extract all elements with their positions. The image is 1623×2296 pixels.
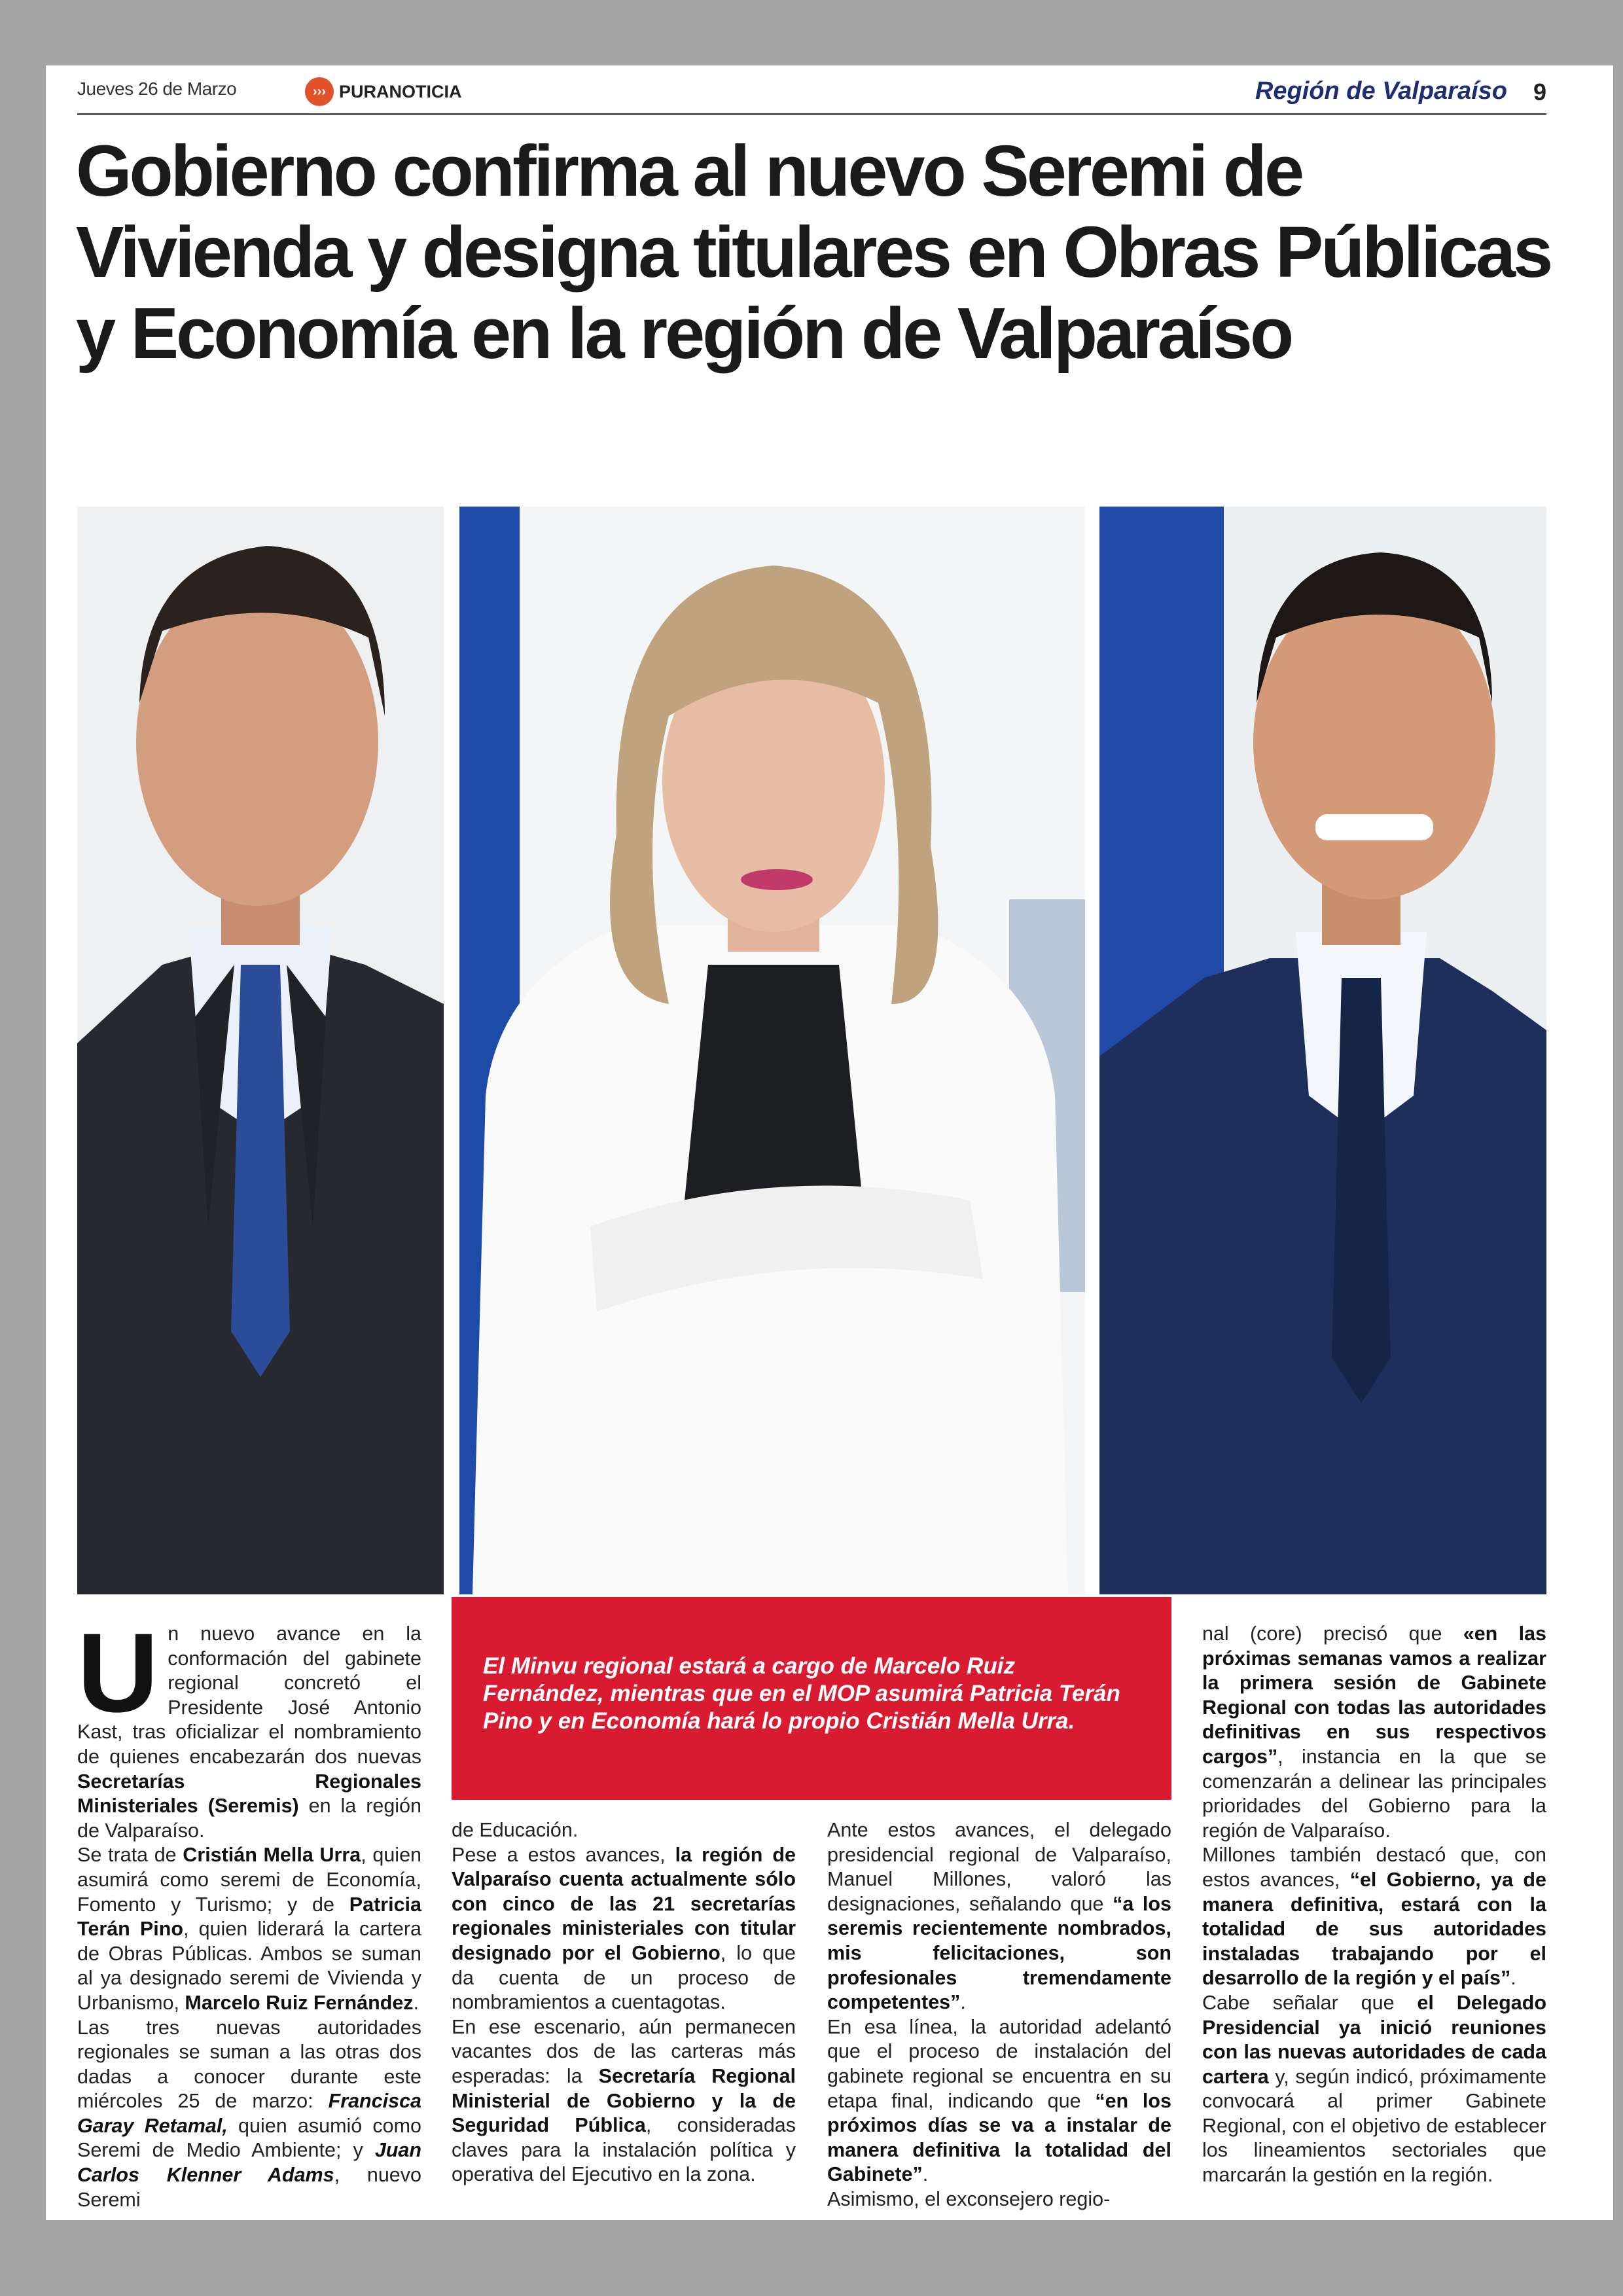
paragraph: Millones también destacó que, con estos avances, “el Gobierno, ya de manera definitiva, estará con la totalidad de sus autoridades instaladas trabajando por el desarrollo de la región y el país”. (1202, 1844, 1547, 1990)
paragraph: Las tres nuevas autoridades regionales se suman a las otras dos dadas a conocer durante este miércoles 25 de marzo: Francisca Garay Retamal, quien asumió como Seremi de Medio Ambiente; y Juan Carlos Klenner Adams, nuevo Seremi (77, 2016, 422, 2211)
photo-seremi-right (1099, 507, 1546, 1594)
header-divider (77, 113, 1546, 115)
issue-date: Jueves 26 de Marzo (77, 79, 237, 99)
photo-seremi-center (459, 507, 1085, 1594)
puranoticia-logo (305, 77, 462, 106)
article-column-1 (77, 1610, 422, 2212)
logo-arrows-icon: ››› (305, 77, 334, 106)
paragraph: En ese escenario, aún permanecen vacantes dos de las carteras más esperadas: la Secretaría Regional Ministerial de Gobierno y la de Seguridad Pública, consideradas claves para la instalación política y operativa del Ejecutivo en la zona. (452, 2015, 796, 2186)
paragraph: Cabe señalar que el Delegado Presidencial ya inició reuniones con las nuevas autoridades de cada cartera y, según indicó, próximamente convocará al primer Gabinete Regional, con el objetivo de establecer los lineamientos sectoriales que marcarán la gestión en la región. (1202, 1991, 1546, 2187)
page-number: 9 (1533, 79, 1546, 105)
paragraph: nal (core) precisó que «en las próximas semanas vamos a realizar la primera sesión de Gabinete Regional con todas las autoridades definitivas en sus respectivos cargos”, instancia en la que se comenzarán a delinear las principales prioridades del Gobierno para la región de Valparaíso. (1202, 1623, 1547, 1842)
paragraph: Ante estos avances, el delegado presidencial regional de Valparaíso, Manuel Millones, valoró las designaciones, señalando que “a los seremis recientemente nombrados, mis felicitaciones, son profesionales tremendamente competentes”. (827, 1819, 1171, 2014)
paragraph: Pese a estos avances, la región de Valparaíso cuenta actualmente sólo con cinco de las 21 secretarías regionales ministeriales con titular designado por el Gobierno, lo que da cuenta de un proceso de nombramientos a cuentagotas. (452, 1843, 796, 2014)
caption-box (452, 1597, 1171, 1800)
article-headline: Gobierno confirma al nuevo Seremi de Vivienda y designa titulares en Obras Públicas y Economía en la región de Valparaíso (76, 131, 1551, 374)
section-title: Región de Valparaíso (1255, 77, 1507, 105)
page-header (77, 77, 1546, 117)
paragraph: Se trata de Cristián Mella Urra, quien asumirá como seremi de Economía, Fomento y Turismo; y de Patricia Terán Pino, quien liderará la cartera de Obras Públicas. Ambos se suman al ya designado seremi de Vivienda y Urbanismo, Marcelo Ruiz Fernández. (77, 1844, 421, 2014)
photo-caption: El Minvu regional estará a cargo de Marcelo Ruiz Fernández, mientras que en el MOP asumirá Patricia Terán Pino y en Economía hará lo propio Cristián Mella Urra. (483, 1653, 1120, 1734)
article-column-3 (827, 1818, 1171, 2212)
paragraph: n nuevo avance en la conformación del gabinete regional concretó el Presidente José Antonio Kast, tras oficializar el nombramiento de quienes encabezarán dos nuevas Secretarías Regionales Ministeriales (Seremis) en la región de Valparaíso. (77, 1623, 421, 1842)
paragraph: Asimismo, el exconsejero regio- (827, 2187, 1111, 2210)
logo-text: PURANOTICIA (339, 81, 462, 101)
drop-cap: U (77, 1610, 159, 1736)
photo-seremi-left (77, 507, 444, 1594)
article-column-2 (452, 1818, 796, 2187)
paragraph: de Educación. (452, 1819, 579, 1841)
paragraph: En esa línea, la autoridad adelantó que el proceso de instalación del gabinete regional se encuentra en su etapa final, indicando que “en los próximos días se va a instalar de manera definitiva la totalidad del Gabinete”. (827, 2015, 1171, 2186)
article-column-4 (1202, 1622, 1546, 2188)
